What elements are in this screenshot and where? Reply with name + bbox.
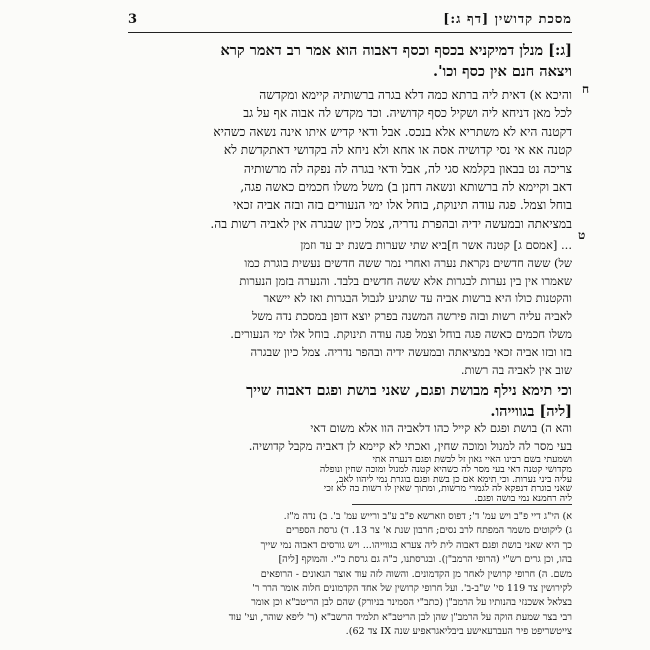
text-line: [ג:] מנלן דמיקניא בכסף וכסף דאבוה הוא אמר רב דאמר קרא (220, 42, 572, 59)
text-line: דקטנה היא לא משתריא אלא בנכס. אבל ודאי קדיש איתו אינה נשאה כשהיא (213, 124, 572, 139)
commentary-paragraph-3 (128, 420, 572, 456)
text-line: מקדושי קטנה דאי בעי מסר לה כשהיא קטנה למנול ומוכה שחין ונופלה (319, 463, 572, 475)
text-line: קטנה אא אי נסי קדושיה אסה או אחא ולא ניחא לה בקדושי דאתקדשת לא (223, 143, 572, 158)
commentary-paragraph-1 (128, 86, 572, 233)
footnote-line: צייטשריפט פיר העברעאישע ביבליאגראפיע שנה IX צד 62). (345, 626, 572, 638)
text-line: ליה רחמנא נמי בושה ופגם. (474, 493, 572, 505)
text-line: בוחל וצמל. פגה עודה תינוקת, בוחל אלו ימי הנעורים בזה ובזה אביה זכאי (233, 198, 572, 213)
margin-mark-tet: ט (578, 228, 586, 242)
running-header (128, 10, 572, 33)
text-line: שאמרו אין בין נערות לבגרות אלא ששה חדשים בלבד. והנערה בזמן הנערות (239, 273, 572, 288)
text-line: שוב אין לאביה בה רשות. (460, 362, 572, 377)
footnotes (128, 510, 572, 640)
footnote-divider (352, 504, 572, 505)
footnote-line: א) הי"ג דיי פ"ב ויש עמ' ד'; דפוס וזארשא פ"ב ע"ב ורייש עמ' ב'. ב) נדה מ"ז. (283, 511, 572, 522)
text-line: עליה ביני נערות. וכי תימא אם כן בשת ופגם בוגרת נמי ליהוו לאב, (335, 473, 572, 485)
margin-mark-chet: ח (582, 82, 590, 96)
running-title: מסכת קדושין [דף ג:] (443, 12, 572, 27)
footnote-line: בצלאל אשכנזי בהנותיו על הרמב"ן (כתב"י הסמינר בניורק) שהם לבן הריטב"א וכן אומר (251, 597, 572, 609)
text-line: ושמעתי בשם רבינו האיי גאון זל לבשת ופגם דנערה אתי (372, 454, 572, 465)
text-line: של) ששה חדשים נקראת נערה ואחרי נמר ששה חדשים נעשית בוגרת כמו (244, 255, 572, 270)
footnote-line: משם. ה) חרופי קרושין לאחר מן הקדמונים. והשוה לזה עוד אוצר הגאונים - הרופאים (260, 568, 572, 580)
commentary-paragraph-4 (128, 455, 572, 504)
text-line: לכל מאן דניחא ליה ושקיל כסף קדושיה. וכד מקדש לה אבוה אף על גב (243, 106, 572, 121)
text-line: דאב וקיימא לה ברשותא ונשאה דחנן ב) משל משלו חכמים כאשה פגה, (240, 180, 572, 195)
text-line: וכי תימא נילף מבושת ופגם, שאני בושת ופגם דאבוה שייך (246, 382, 572, 399)
text-line: והיכא א) דאית ליה ברתא כמה דלא בגרה ברשותיה קיימא ומקדשה (259, 88, 572, 102)
text-line: במציאתה ובמעשה ידיה ובהפרת נדריה, צמל כיון שבגרה אין לאביה רשות בה. (210, 216, 572, 231)
text-line: ... [אמסם ג] קטנה אשר ח]ביא שתי שערות בשנת יב עד וזמן (300, 238, 572, 252)
page-number: 3 (128, 12, 138, 27)
text-line: [ליה] בגווייהו. (490, 403, 572, 420)
text-line: בעי מסר לה למנול ומוכה שחין, ואכתי לא קיימא לן דאביה מקבל קדושיה. (248, 438, 572, 453)
footnote-line: כך היא שאני בושת ופגם דאבוה לית ליה צערא בגווייהו... ויש גורסים דאבוה נמי שייך (260, 539, 572, 551)
text-line: לאביה עליה רשות ובזה פירשה המשנה בפרק יוצא דופן במסכת נדה משל (251, 309, 572, 324)
footnote-line: בהו, וכן גרים רש"י (הרופי הרמב"ן). ובגרסתנו, כ"ה גם גרסת כ"י. והמוקף [ליה] (278, 554, 572, 566)
footnote-line: רבי בצר שמעת הוקה על הרמב"ן שהן לבן הריטב"א תלמיד הרשב"א (ר' ליפא שוהר, ועי' עוד (228, 611, 572, 623)
talmud-quote-block (128, 40, 572, 82)
text-line: ויצאה חנם אין כסף וכו'. (433, 63, 572, 80)
text-line: משלו חכמים כאשה פגה בוחל וצמל פגה עודה תינוקת. בוחל אלו ימי הנעורים. (230, 326, 572, 341)
footnote-line: ג) ליקוטים משמר המפתח לרב נסים; חרבון שנת א' צר 13. ד) גרסת הספרים (285, 525, 572, 537)
text-line: בזו ובזו אביה זכאי במציאתה ובמעשה ידיה ובהפר נדריה. צמל כיון שבגרה (250, 344, 572, 359)
text-line: והקטנות כולו היא ברשות אביה עד שתגיע לגבול הבגרות ואז לא יישאר (263, 291, 572, 306)
text-line: צריכה נט בבאון בקלמא סגי לה, אבל ודאי בגרה לה נפקה לה מרשותיה (243, 161, 572, 176)
text-line: והא ה) בושת ופגם לא קייל כהו דלאביה הוו אלא משום דאי (310, 421, 572, 435)
commentary-paragraph-2 (128, 237, 572, 379)
text-line: שאני בוגרת דנפקא לה לגמרי מרשות, ומתוך שאין לו רשות בה לא זכי (323, 483, 572, 495)
footnote-line: לקירושין צד 119 סי' ש"ב-ב'. ועל חרופי קרושין של אחד הקדמונים חלוה אומר הרר ר' (252, 583, 572, 595)
talmud-quote-block-2 (128, 380, 572, 422)
